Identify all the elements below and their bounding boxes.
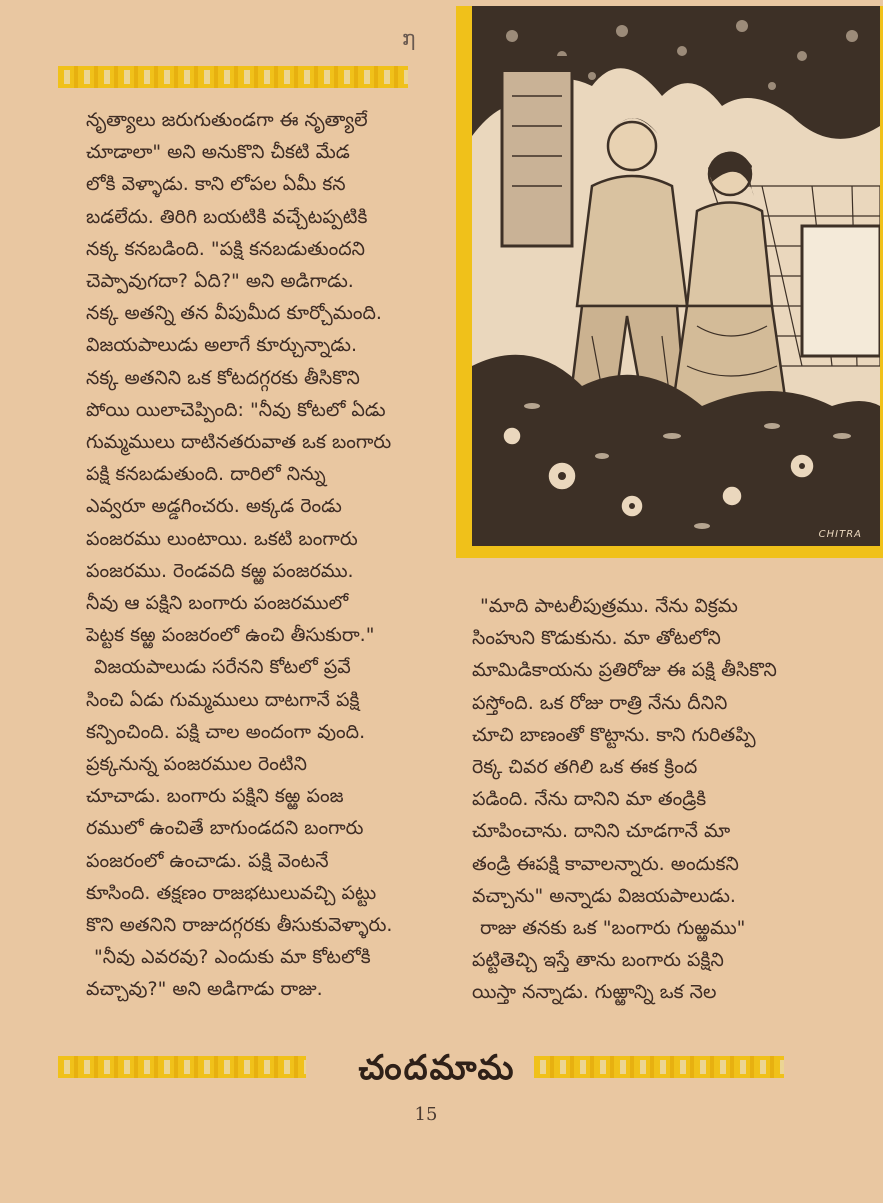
text-line: పంజరంలో ఉంచాడు. పక్షి వెంటనే: [86, 849, 329, 872]
text-line: చెప్పావుగదా? ఏది?" అని అడిగాడు.: [86, 270, 354, 293]
text-line: కొని అతనిని రాజుదగ్గరకు తీసుకువెళ్ళారు.: [86, 914, 393, 937]
text-line: రములో ఉంచితే బాగుండదని బంగారు: [86, 817, 364, 840]
text-line: పస్తోంది. ఒక రోజు రాత్రి నేను దీనిని: [472, 691, 728, 714]
text-line: "నీవు ఎవరవు? ఎందుకు మా కోటలోకి: [94, 946, 371, 969]
text-line: చూపించాను. దానిని చూడగానే మా: [472, 820, 731, 843]
text-line: ఎవ్వరూ అడ్డగించరు. అక్కడ రెండు: [86, 495, 342, 518]
text-line: పంజరము. రెండవది కఱ్ఱ పంజరము.: [86, 559, 354, 582]
text-line: పెట్టక కఱ్ఱ పంజరంలో ఉంచి తీసుకురా.": [86, 624, 375, 647]
text-line: చూచాడు. బంగారు పక్షిని కఱ్ఱ పంజ: [86, 785, 344, 808]
text-line: చూచి బాణంతో కొట్టాను. కాని గురితప్పి: [472, 723, 756, 746]
text-line: బడలేదు. తిరిగి బయటికి వచ్చేటప్పటికి: [86, 205, 368, 228]
text-line: రెక్క చివర తగిలి ఒక ఈక క్రింద: [472, 756, 698, 779]
text-line: పంజరము లుంటాయి. ఒకటి బంగారు: [86, 527, 358, 550]
text-line: నృత్యాలు జరుగుతుండగా ఈ నృత్యాలే: [86, 109, 368, 131]
text-line: పడింది. నేను దానిని మా తండ్రికి: [472, 788, 707, 811]
text-line: ప్రక్కనున్న పంజరముల రెంటిని: [86, 753, 307, 776]
text-line: నక్క అతన్ని తన వీపుమీద కూర్చోమంది.: [86, 302, 382, 325]
magazine-title: చందమామ: [358, 1048, 516, 1088]
text-line: సించి ఏడు గుమ్మములు దాటగానే పక్షి: [86, 688, 360, 711]
text-line: కన్పించింది. పక్షి చాల అందంగా వుంది.: [86, 720, 366, 743]
text-line: కూసింది. తక్షణం రాజభటులువచ్చి పట్టు: [86, 881, 377, 904]
text-line: సింహుని కొడుకును. మా తోటలోని: [472, 627, 721, 650]
right-text-column: [472, 590, 802, 1009]
text-line: పట్టితెచ్చి ఇస్తే తాను బంగారు పక్షిని: [472, 949, 724, 972]
text-line: యిస్తా నన్నాడు. గుఱ్ఱాన్ని ఒక నెల: [472, 981, 717, 1004]
text-line: నీవు ఆ పక్షిని బంగారు పంజరములో: [86, 592, 349, 615]
page-number: 15: [414, 1104, 438, 1125]
text-line: నక్క అతనిని ఒక కోటదగ్గరకు తీసికొని: [86, 366, 360, 389]
corner-mark: ໗: [402, 26, 416, 50]
text-line: పక్షి కనబడుతుంది. దారిలో నిన్ను: [86, 463, 326, 486]
top-decorative-band: [58, 66, 408, 88]
text-line: చూడాలా" అని అనుకొని చీకటి మేడ: [86, 141, 350, 164]
artist-signature: CHITRA: [818, 529, 862, 540]
text-line: "మాది పాటలీపుత్రము. నేను విక్రమ: [480, 595, 738, 617]
text-line: తండ్రి ఈపక్షి కావాలన్నారు. అందుకని: [472, 852, 739, 875]
bottom-left-decorative-band: [58, 1056, 306, 1078]
text-line: విజయపాలుడు అలాగే కూర్చున్నాడు.: [86, 334, 358, 357]
text-line: వచ్చాను" అన్నాడు విజయపాలుడు.: [472, 884, 736, 907]
text-line: గుమ్మములు దాటినతరువాత ఒక బంగారు: [86, 431, 392, 454]
text-line: విజయపాలుడు సరేనని కోటలో ప్రవే: [94, 656, 351, 679]
left-text-column: [86, 104, 446, 1006]
text-line: మామిడికాయను ప్రతిరోజు ఈ పక్షి తీసికొని: [472, 659, 777, 682]
text-line: పోయి యిలాచెప్పింది: "నీవు కోటలో ఏడు: [86, 398, 386, 421]
text-line: లోకి వెళ్ళాడు. కాని లోపల ఏమీ కన: [86, 173, 346, 196]
garden-scene-image: [472, 6, 880, 546]
text-line: వచ్చావు?" అని అడిగాడు రాజు.: [86, 978, 323, 1001]
bottom-right-decorative-band: [534, 1056, 784, 1078]
text-line: నక్క కనబడింది. "పక్షి కనబడుతుందని: [86, 237, 365, 260]
text-line: రాజు తనకు ఒక "బంగారు గుఱ్ఱము": [480, 917, 746, 940]
prince-and-princess-illustration: [472, 6, 880, 546]
